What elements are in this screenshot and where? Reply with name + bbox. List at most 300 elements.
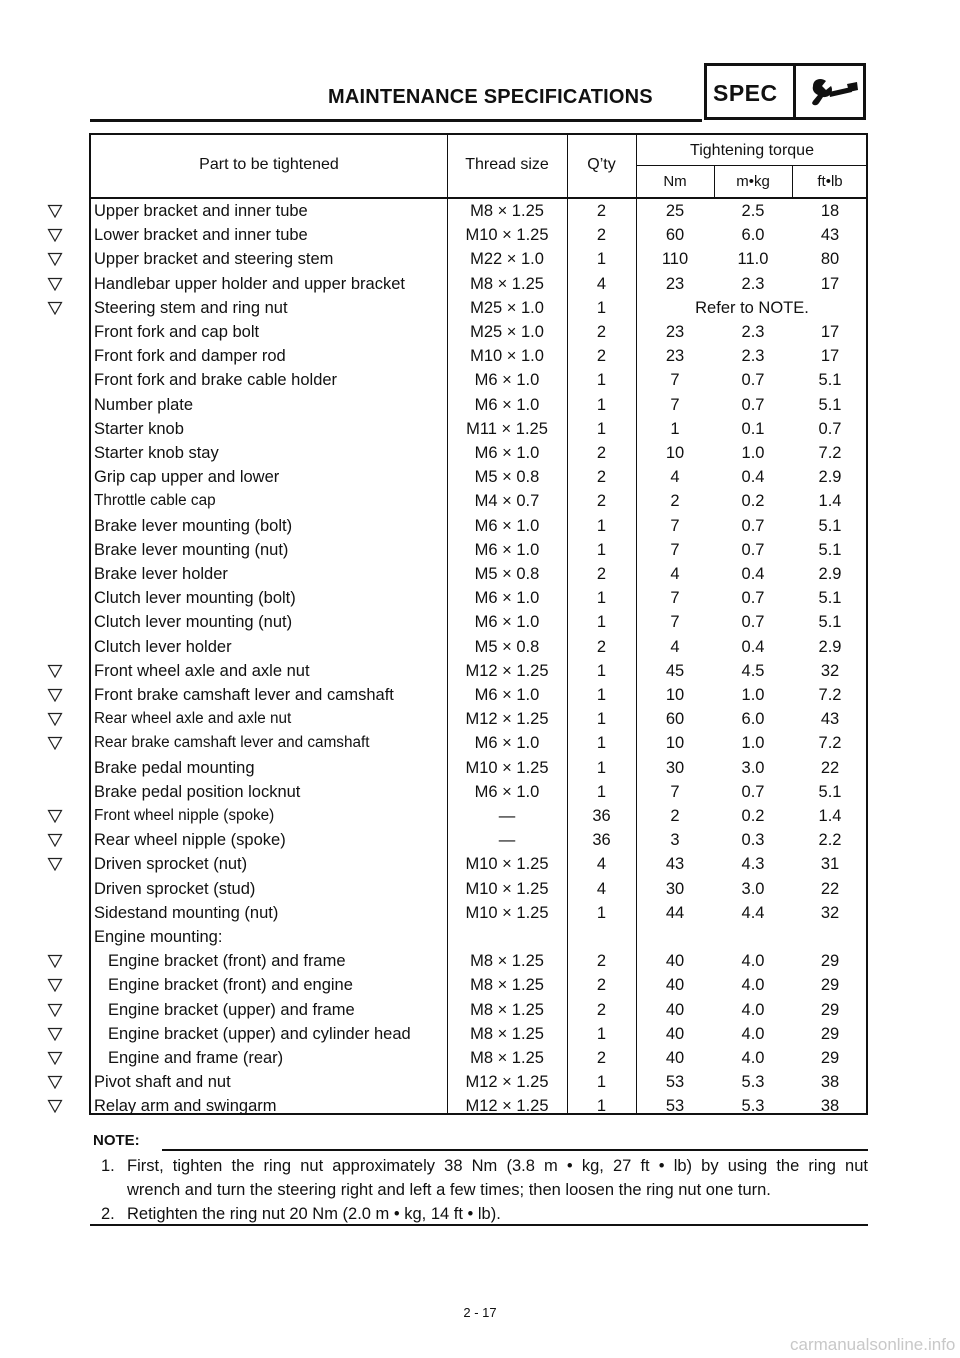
cell-thread: M6 × 1.0 xyxy=(474,395,540,414)
table-row xyxy=(91,757,866,781)
table-row xyxy=(91,297,866,321)
cell-part: Engine bracket (front) and engine xyxy=(108,976,353,995)
cell-qty: 2 xyxy=(596,323,607,341)
cell-ftlb: 2.9 xyxy=(818,565,842,583)
cell-part: Driven sprocket (stud) xyxy=(94,879,256,898)
cell-ftlb: 22 xyxy=(820,879,840,898)
cell-ftlb: 43 xyxy=(820,710,840,729)
cell-mkg: 3.0 xyxy=(741,758,765,777)
cell-mkg: 2.3 xyxy=(741,323,765,341)
table-row xyxy=(91,539,866,563)
cell-nm: 1 xyxy=(670,419,680,438)
cell-qty: 1 xyxy=(596,419,607,438)
page-number: 2 - 17 xyxy=(463,1305,497,1320)
cell-qty: 1 xyxy=(596,1073,607,1092)
triangle-icon xyxy=(47,1003,63,1017)
header-part: Part to be tightened xyxy=(199,156,339,173)
cell-mkg: 0.7 xyxy=(741,371,765,390)
cell-qty: 4 xyxy=(596,855,607,874)
cell-qty: 1 xyxy=(596,758,607,777)
cell-thread: M6 × 1.0 xyxy=(474,686,540,704)
header-thread: Thread size xyxy=(465,156,549,173)
cell-thread: M12 × 1.25 xyxy=(465,661,549,680)
triangle-icon xyxy=(47,1099,63,1113)
cell-nm: 43 xyxy=(665,855,685,874)
table-row xyxy=(91,490,866,514)
cell-ftlb: 0.7 xyxy=(818,419,842,438)
table-row xyxy=(91,636,866,660)
cell-thread: M25 × 1.0 xyxy=(470,323,544,341)
cell-nm: 53 xyxy=(665,1097,685,1116)
wrench-icon xyxy=(807,76,859,110)
header-rule xyxy=(90,119,702,122)
cell-nm: 40 xyxy=(665,976,685,995)
cell-mkg: 0.7 xyxy=(741,589,765,608)
cell-ftlb: 7.2 xyxy=(818,686,842,704)
cell-qty: 4 xyxy=(596,274,607,293)
cell-mkg: 4.5 xyxy=(741,661,765,680)
cell-qty: 1 xyxy=(596,710,607,729)
cell-part: Number plate xyxy=(94,395,194,414)
header-torque: Tightening torque xyxy=(690,142,814,159)
cell-part: Starter knob xyxy=(94,419,184,438)
torque-table xyxy=(89,133,868,1115)
cell-mkg: 0.4 xyxy=(741,565,765,583)
cell-ftlb: 5.1 xyxy=(818,540,842,559)
table-row xyxy=(91,660,866,684)
cell-mkg: 6.0 xyxy=(741,226,765,245)
cell-ftlb: 2.2 xyxy=(818,831,842,850)
header-ftlb: ft•lb xyxy=(817,173,843,190)
cell-nm: 4 xyxy=(670,468,680,487)
cell-qty: 2 xyxy=(596,347,607,366)
cell-qty: 1 xyxy=(596,782,607,801)
triangle-icon xyxy=(47,809,63,823)
triangle-icon xyxy=(47,857,63,871)
cell-nm: 40 xyxy=(665,1000,685,1019)
cell-part: Brake pedal position locknut xyxy=(94,782,301,801)
note-bottom-rule xyxy=(90,1224,868,1226)
cell-mkg: 2.5 xyxy=(741,202,765,220)
cell-part: Clutch lever mounting (nut) xyxy=(94,613,293,632)
note-item-text: wrench and turn the steering right and left a few times; then loosen the ring nut one turn. xyxy=(127,1181,771,1199)
cell-ftlb: 7.2 xyxy=(818,734,842,753)
cell-part: Clutch lever holder xyxy=(94,637,232,656)
header-nm: Nm xyxy=(663,173,687,190)
table-row xyxy=(91,248,866,272)
table-row xyxy=(91,708,866,732)
cell-part: Rear wheel nipple (spoke) xyxy=(94,831,286,850)
cell-nm: 45 xyxy=(665,661,685,680)
note-item-number: 1. xyxy=(101,1157,115,1175)
cell-ftlb: 22 xyxy=(820,758,840,777)
triangle-icon xyxy=(47,736,63,750)
table-row xyxy=(91,829,866,853)
cell-thread: M8 × 1.25 xyxy=(470,1000,544,1019)
cell-qty: 2 xyxy=(596,202,607,220)
cell-qty: 1 xyxy=(596,589,607,608)
cell-part: Pivot shaft and nut xyxy=(94,1073,231,1092)
cell-ftlb: 29 xyxy=(820,1024,840,1043)
triangle-icon xyxy=(47,1075,63,1089)
cell-ftlb: 29 xyxy=(820,952,840,971)
cell-thread: M10 × 1.0 xyxy=(470,347,544,366)
cell-part: Engine and frame (rear) xyxy=(108,1049,284,1067)
cell-nm: 4 xyxy=(670,637,680,656)
cell-thread: M6 × 1.0 xyxy=(474,734,540,753)
triangle-icon xyxy=(47,833,63,847)
cell-nm: 40 xyxy=(665,1024,685,1043)
cell-qty: 1 xyxy=(596,250,607,269)
cell-ftlb: 5.1 xyxy=(818,371,842,390)
cell-mkg: 4.4 xyxy=(741,903,765,922)
cell-mkg: 0.1 xyxy=(741,419,765,438)
cell-nm: 23 xyxy=(665,323,685,341)
cell-ftlb: 17 xyxy=(820,323,840,341)
cell-mkg: 4.0 xyxy=(741,1000,765,1019)
cell-thread: M5 × 0.8 xyxy=(474,637,540,656)
cell-qty: 1 xyxy=(596,1097,607,1116)
cell-nm: 3 xyxy=(670,831,680,850)
note-item-text: Retighten the ring nut 20 Nm (2.0 m • kg, 14 ft • lb). xyxy=(127,1205,501,1223)
cell-thread: M5 × 0.8 xyxy=(474,468,540,487)
note-rule xyxy=(162,1149,868,1151)
cell-ftlb: 2.9 xyxy=(818,637,842,656)
triangle-icon xyxy=(47,204,63,218)
cell-part: Engine bracket (front) and frame xyxy=(108,952,346,971)
table-row xyxy=(91,1071,866,1095)
cell-nm: 4 xyxy=(670,565,680,583)
cell-mkg: 0.2 xyxy=(741,807,765,825)
cell-nm: 7 xyxy=(670,589,680,608)
cell-part: Grip cap upper and lower xyxy=(94,468,280,487)
cell-ftlb: 43 xyxy=(820,226,840,245)
table-row xyxy=(91,442,866,466)
table-row xyxy=(91,853,866,877)
cell-thread: M10 × 1.25 xyxy=(465,879,549,898)
triangle-icon xyxy=(47,301,63,315)
note-item-text: First, tighten the ring nut approximately 38 Nm (3.8 m • kg, 27 ft • lb) by using the ring nut xyxy=(127,1157,868,1175)
spec-label: SPEC xyxy=(713,80,778,106)
table-row xyxy=(91,974,866,998)
cell-thread: M10 × 1.25 xyxy=(465,226,549,245)
cell-mkg: 6.0 xyxy=(741,710,765,729)
cell-qty: 2 xyxy=(596,468,607,487)
cell-qty: 1 xyxy=(596,686,607,704)
cell-mkg: 0.7 xyxy=(741,782,765,801)
cell-thread: — xyxy=(498,831,516,850)
cell-qty: 1 xyxy=(596,903,607,922)
cell-nm: 23 xyxy=(665,274,685,293)
triangle-icon xyxy=(47,1051,63,1065)
cell-mkg: 0.7 xyxy=(741,540,765,559)
cell-ftlb: 5.1 xyxy=(818,395,842,414)
triangle-icon xyxy=(47,252,63,266)
cell-mkg: 4.0 xyxy=(741,1049,765,1067)
cell-ftlb: 5.1 xyxy=(818,782,842,801)
table-row xyxy=(91,321,866,345)
table-row xyxy=(91,394,866,418)
cell-part: Brake lever holder xyxy=(94,565,228,583)
cell-mkg: 0.2 xyxy=(741,492,765,511)
table-row xyxy=(91,1095,866,1119)
cell-part: Front wheel axle and axle nut xyxy=(94,661,310,680)
cell-ftlb: 1.4 xyxy=(818,807,842,825)
cell-qty: 2 xyxy=(596,976,607,995)
cell-thread: M6 × 1.0 xyxy=(474,589,540,608)
cell-mkg: 0.7 xyxy=(741,516,765,535)
cell-qty: 36 xyxy=(592,831,611,850)
cell-qty: 1 xyxy=(596,540,607,559)
cell-thread: M4 × 0.7 xyxy=(474,492,540,511)
table-row xyxy=(91,1047,866,1071)
cell-mkg: 0.4 xyxy=(741,637,765,656)
cell-part: Front fork and cap bolt xyxy=(94,323,260,341)
cell-mkg: 4.0 xyxy=(741,976,765,995)
cell-thread: M8 × 1.25 xyxy=(470,976,544,995)
cell-ftlb: 32 xyxy=(820,661,840,680)
cell-part: Sidestand mounting (nut) xyxy=(94,903,279,922)
torque-header-divider xyxy=(636,165,868,166)
header-bottom-rule xyxy=(91,197,866,199)
cell-thread: M8 × 1.25 xyxy=(470,1049,544,1067)
cell-thread: M12 × 1.25 xyxy=(465,1097,549,1116)
table-row xyxy=(91,926,866,950)
cell-qty: 4 xyxy=(596,879,607,898)
table-row xyxy=(91,224,866,248)
cell-thread: M22 × 1.0 xyxy=(470,250,544,269)
cell-qty: 1 xyxy=(596,734,607,753)
cell-thread: M25 × 1.0 xyxy=(470,298,544,317)
cell-nm: 60 xyxy=(665,710,685,729)
cell-thread: M6 × 1.0 xyxy=(474,613,540,632)
cell-qty: 2 xyxy=(596,444,607,462)
cell-ftlb: 32 xyxy=(820,903,840,922)
cell-thread: M6 × 1.0 xyxy=(474,782,540,801)
table-row xyxy=(91,1023,866,1047)
table-row xyxy=(91,515,866,539)
cell-mkg: 2.3 xyxy=(741,274,765,293)
cell-mkg: 0.4 xyxy=(741,468,765,487)
table-row xyxy=(91,999,866,1023)
triangle-icon xyxy=(47,228,63,242)
cell-qty: 2 xyxy=(596,637,607,656)
page-title: MAINTENANCE SPECIFICATIONS xyxy=(328,86,653,108)
cell-part: Starter knob stay xyxy=(94,444,219,462)
cell-mkg: 1.0 xyxy=(741,686,765,704)
table-row xyxy=(91,563,866,587)
cell-part: Front fork and brake cable holder xyxy=(94,371,338,390)
cell-nm: 53 xyxy=(665,1073,685,1092)
cell-nm: 40 xyxy=(665,1049,685,1067)
cell-mkg: 4.3 xyxy=(741,855,765,874)
cell-thread: M8 × 1.25 xyxy=(470,952,544,971)
triangle-icon xyxy=(47,954,63,968)
cell-part: Engine bracket (upper) and cylinder head xyxy=(108,1024,411,1043)
note-item-number: 2. xyxy=(101,1205,115,1223)
cell-ftlb: 29 xyxy=(820,976,840,995)
cell-part: Brake lever mounting (nut) xyxy=(94,540,289,559)
cell-nm: 7 xyxy=(670,613,680,632)
cell-nm: 110 xyxy=(661,250,689,269)
cell-torque-note: Refer to NOTE. xyxy=(695,298,809,317)
cell-qty: 2 xyxy=(596,1049,607,1067)
cell-part: Driven sprocket (nut) xyxy=(94,855,248,874)
cell-mkg: 1.0 xyxy=(741,444,765,462)
triangle-icon xyxy=(47,664,63,678)
cell-part: Front brake camshaft lever and camshaft xyxy=(94,686,394,704)
cell-nm: 10 xyxy=(665,686,685,704)
cell-qty: 1 xyxy=(596,516,607,535)
table-row xyxy=(91,684,866,708)
header-mkg: m•kg xyxy=(736,173,770,190)
cell-part: Upper bracket and inner tube xyxy=(94,202,308,220)
cell-part: Engine mounting: xyxy=(94,928,223,946)
table-row xyxy=(91,466,866,490)
cell-thread: M12 × 1.25 xyxy=(465,710,549,729)
cell-part: Steering stem and ring nut xyxy=(94,298,288,317)
table-row xyxy=(91,950,866,974)
cell-ftlb: 29 xyxy=(820,1049,840,1067)
cell-thread: — xyxy=(498,807,516,825)
cell-thread: M8 × 1.25 xyxy=(470,274,544,293)
cell-mkg: 4.0 xyxy=(741,952,765,971)
table-row xyxy=(91,805,866,829)
cell-part: Clutch lever mounting (bolt) xyxy=(94,589,296,608)
cell-nm: 44 xyxy=(665,903,685,922)
cell-nm: 7 xyxy=(670,782,680,801)
cell-mkg: 0.3 xyxy=(741,831,765,850)
cell-ftlb: 2.9 xyxy=(818,468,842,487)
triangle-icon xyxy=(47,712,63,726)
spec-badge xyxy=(704,63,866,120)
cell-thread: M11 × 1.25 xyxy=(466,419,548,438)
table-row xyxy=(91,587,866,611)
cell-nm: 7 xyxy=(670,516,680,535)
cell-nm: 2 xyxy=(670,807,680,825)
cell-part: Rear brake camshaft lever and camshaft xyxy=(94,734,370,752)
table-row xyxy=(91,878,866,902)
cell-ftlb: 17 xyxy=(820,274,840,293)
cell-part: Brake pedal mounting xyxy=(94,758,255,777)
cell-ftlb: 17 xyxy=(820,347,840,366)
cell-thread: M10 × 1.25 xyxy=(465,758,549,777)
cell-part: Lower bracket and inner tube xyxy=(94,226,308,245)
cell-part: Front wheel nipple (spoke) xyxy=(94,807,275,824)
cell-ftlb: 7.2 xyxy=(818,444,842,462)
spec-badge-divider xyxy=(793,66,796,117)
cell-nm: 2 xyxy=(670,492,680,511)
cell-mkg: 1.0 xyxy=(741,734,765,753)
cell-part: Rear wheel axle and axle nut xyxy=(94,710,292,728)
cell-nm: 30 xyxy=(665,879,685,898)
cell-part: Upper bracket and steering stem xyxy=(94,250,334,269)
cell-thread: M10 × 1.25 xyxy=(465,855,549,874)
cell-qty: 1 xyxy=(596,371,607,390)
cell-nm: 7 xyxy=(670,371,680,390)
cell-ftlb: 38 xyxy=(820,1097,840,1116)
cell-qty: 2 xyxy=(596,565,607,583)
cell-qty: 36 xyxy=(592,807,611,825)
cell-part: Relay arm and swingarm xyxy=(94,1097,277,1116)
cell-mkg: 4.0 xyxy=(741,1024,765,1043)
cell-thread: M8 × 1.25 xyxy=(470,1024,544,1043)
cell-thread: M6 × 1.0 xyxy=(474,444,540,462)
table-row xyxy=(91,732,866,756)
cell-qty: 1 xyxy=(596,661,607,680)
cell-nm: 10 xyxy=(665,734,685,753)
cell-ftlb: 5.1 xyxy=(818,589,842,608)
cell-ftlb: 80 xyxy=(820,250,840,269)
triangle-icon xyxy=(47,1027,63,1041)
note-label: NOTE: xyxy=(93,1132,140,1149)
cell-nm: 25 xyxy=(665,202,685,220)
cell-ftlb: 1.4 xyxy=(818,492,842,511)
cell-nm: 7 xyxy=(670,395,680,414)
cell-nm: 23 xyxy=(665,347,685,366)
cell-nm: 30 xyxy=(665,758,685,777)
cell-thread: M6 × 1.0 xyxy=(474,516,540,535)
cell-qty: 1 xyxy=(596,298,607,317)
cell-qty: 2 xyxy=(596,492,607,511)
cell-nm: 10 xyxy=(665,444,685,462)
cell-thread: M8 × 1.25 xyxy=(470,202,544,220)
cell-part: Front fork and damper rod xyxy=(94,347,286,366)
cell-ftlb: 5.1 xyxy=(818,516,842,535)
cell-thread: M6 × 1.0 xyxy=(474,540,540,559)
triangle-icon xyxy=(47,277,63,291)
cell-nm: 60 xyxy=(665,226,685,245)
cell-ftlb: 38 xyxy=(820,1073,840,1092)
cell-mkg: 2.3 xyxy=(741,347,765,366)
cell-part: Throttle cable cap xyxy=(94,492,216,510)
cell-part: Engine bracket (upper) and frame xyxy=(108,1000,355,1019)
triangle-icon xyxy=(47,978,63,992)
cell-qty: 2 xyxy=(596,1000,607,1019)
cell-thread: M6 × 1.0 xyxy=(474,371,540,390)
table-row xyxy=(91,200,866,224)
table-row xyxy=(91,418,866,442)
cell-ftlb: 29 xyxy=(820,1000,840,1019)
cell-qty: 1 xyxy=(596,613,607,632)
table-row xyxy=(91,611,866,635)
header-qty: Q’ty xyxy=(587,156,616,173)
cell-thread: M12 × 1.25 xyxy=(465,1073,549,1092)
cell-ftlb: 5.1 xyxy=(818,613,842,632)
cell-ftlb: 18 xyxy=(820,202,840,220)
cell-qty: 2 xyxy=(596,952,607,971)
cell-ftlb: 31 xyxy=(820,855,840,874)
table-row xyxy=(91,781,866,805)
cell-mkg: 5.3 xyxy=(741,1073,765,1092)
cell-mkg: 0.7 xyxy=(741,613,765,632)
cell-part: Brake lever mounting (bolt) xyxy=(94,516,293,535)
cell-part: Handlebar upper holder and upper bracket xyxy=(94,274,405,293)
cell-qty: 1 xyxy=(596,395,607,414)
cell-thread: M5 × 0.8 xyxy=(474,565,540,583)
table-row xyxy=(91,273,866,297)
table-row xyxy=(91,369,866,393)
cell-qty: 1 xyxy=(596,1024,607,1043)
cell-nm: 7 xyxy=(670,540,680,559)
cell-nm: 40 xyxy=(665,952,685,971)
table-row xyxy=(91,345,866,369)
cell-mkg: 0.7 xyxy=(741,395,765,414)
cell-mkg: 5.3 xyxy=(741,1097,765,1116)
cell-thread: M10 × 1.25 xyxy=(465,903,549,922)
cell-qty: 2 xyxy=(596,226,607,245)
cell-mkg: 11.0 xyxy=(737,250,769,269)
